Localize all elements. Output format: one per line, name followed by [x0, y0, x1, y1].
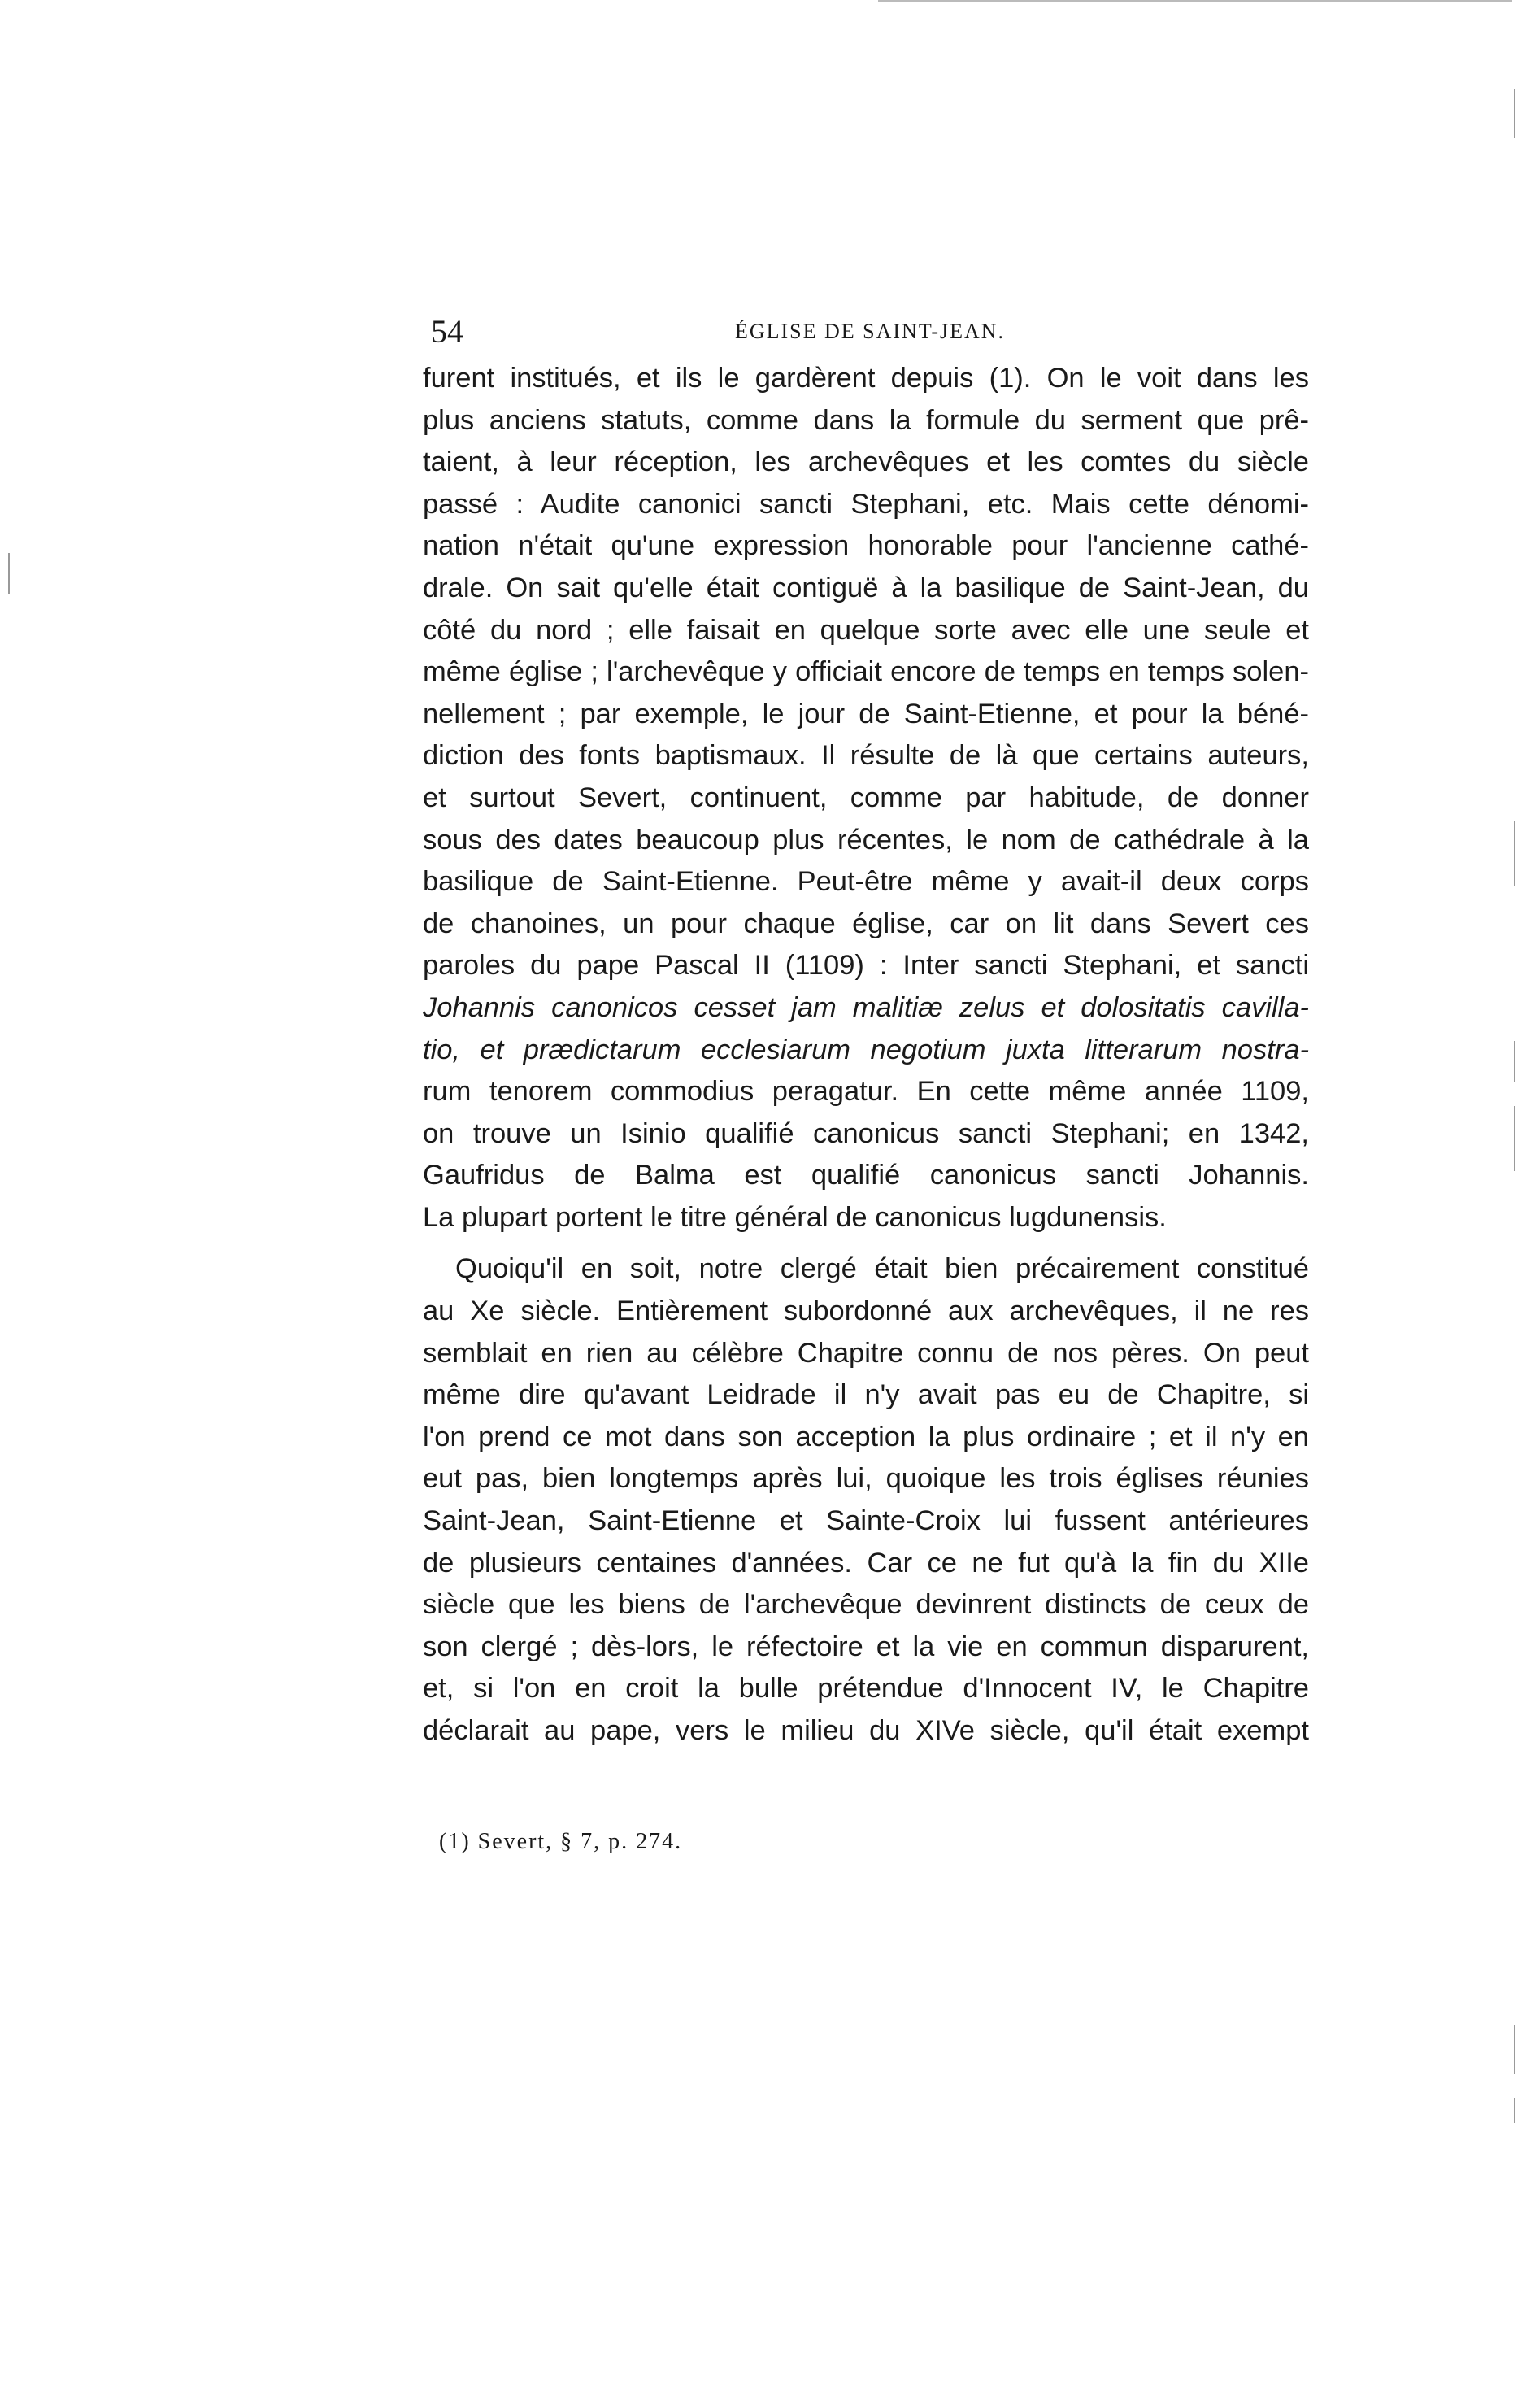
text-line: et surtout Severt, continuent, comme par habitude, de donner — [423, 782, 1309, 813]
text-line: passé : Audite canonici sancti Stephani, etc. Mais cette dénomi- — [423, 488, 1309, 520]
text-line: son clergé ; dès-lors, le réfectoire et la vie en commun disparurent, — [423, 1631, 1309, 1662]
scan-edge-mark — [1514, 1106, 1515, 1139]
text-line: sous des dates beaucoup plus récentes, le nom de cathédrale à la — [423, 824, 1309, 856]
text-line: déclarait au pape, vers le milieu du XIVe siècle, qu'il était exempt — [423, 1715, 1309, 1746]
text-line: Johannis canonicos cesset jam malitiæ zelus et dolositatis cavilla- — [423, 991, 1309, 1023]
text-line: on trouve un Isinio qualifié canonicus sancti Stephani; en 1342, — [423, 1117, 1309, 1149]
scan-edge-mark — [1514, 1139, 1515, 1171]
scan-edge-mark — [1514, 821, 1515, 886]
text-line: semblait en rien au célèbre Chapitre connu de nos pères. On peut — [423, 1337, 1309, 1369]
text-line: côté du nord ; elle faisait en quelque sorte avec elle une seule et — [423, 614, 1309, 646]
text-line: taient, à leur réception, les archevêques et les comtes du siècle — [423, 446, 1309, 478]
text-line: et, si l'on en croit la bulle prétendue d'Innocent IV, le Chapitre — [423, 1673, 1309, 1705]
running-title: ÉGLISE DE SAINT-JEAN. — [734, 320, 1006, 343]
text-line: diction des fonts baptismaux. Il résulte de là que certains auteurs, — [423, 740, 1309, 772]
scan-edge-mark — [1514, 2098, 1515, 2123]
text-line: nellement ; par exemple, le jour de Saint-Etienne, et pour la béné- — [423, 698, 1309, 729]
page-header — [431, 307, 1309, 356]
scan-edge-mark — [1514, 2025, 1515, 2074]
body-text — [423, 358, 1309, 1753]
text-line: de plusieurs centaines d'années. Car ce ne fut qu'à la fin du XIIe — [423, 1547, 1309, 1578]
text-line: l'on prend ce mot dans son acception la plus ordinaire ; et il n'y en — [423, 1421, 1309, 1452]
text-line: La plupart portent le titre général de canonicus lugdunensis. — [423, 1201, 1167, 1233]
text-line: même église ; l'archevêque y officiait encore de temps en temps solen- — [423, 656, 1309, 688]
text-line: de chanoines, un pour chaque église, car on lit dans Severt ces — [423, 908, 1309, 939]
scan-edge-mark — [8, 553, 10, 594]
text-line: même dire qu'avant Leidrade il n'y avait pas eu de Chapitre, si — [423, 1379, 1309, 1411]
text-line: paroles du pape Pascal II (1109) : Inter sancti Stephani, et sancti — [423, 950, 1309, 982]
text-line: Gaufridus de Balma est qualifié canonicus sancti Johannis. — [423, 1160, 1309, 1191]
text-line: drale. On sait qu'elle était contiguë à la basilique de Saint-Jean, du — [423, 572, 1309, 603]
page-number: 54 — [431, 313, 463, 350]
text-line: siècle que les biens de l'archevêque devinrent distincts de ceux de — [423, 1589, 1309, 1621]
text-line: furent institués, et ils le gardèrent depuis (1). On le voit dans les — [423, 363, 1309, 394]
footnote: (1) Severt, § 7, p. 274. — [439, 1829, 683, 1854]
text-line: rum tenorem commodius peragatur. En cette même année 1109, — [423, 1076, 1309, 1108]
text-line: nation n'était qu'une expression honorable pour l'ancienne cathé- — [423, 530, 1309, 562]
text-line: basilique de Saint-Etienne. Peut-être même y avait-il deux corps — [423, 866, 1309, 898]
scan-edge-mark — [1514, 1041, 1515, 1082]
scan-edge-mark — [1514, 89, 1515, 138]
text-line: eut pas, bien longtemps après lui, quoique les trois églises réunies — [423, 1463, 1309, 1495]
text-line: Saint-Jean, Saint-Etienne et Sainte-Croix lui fussent antérieures — [423, 1505, 1309, 1537]
paragraph-gap — [423, 1239, 1309, 1248]
text-line: au Xe siècle. Entièrement subordonné aux archevêques, il ne res — [423, 1295, 1309, 1327]
scan-top-rule — [878, 0, 1512, 2]
text-line: plus anciens statuts, comme dans la formule du serment que prê- — [423, 404, 1309, 436]
text-line: tio, et prædictarum ecclesiarum negotium juxta litterarum nostra- — [423, 1034, 1309, 1065]
text-line: Quoiqu'il en soit, notre clergé était bien précairement constitué — [455, 1253, 1309, 1285]
